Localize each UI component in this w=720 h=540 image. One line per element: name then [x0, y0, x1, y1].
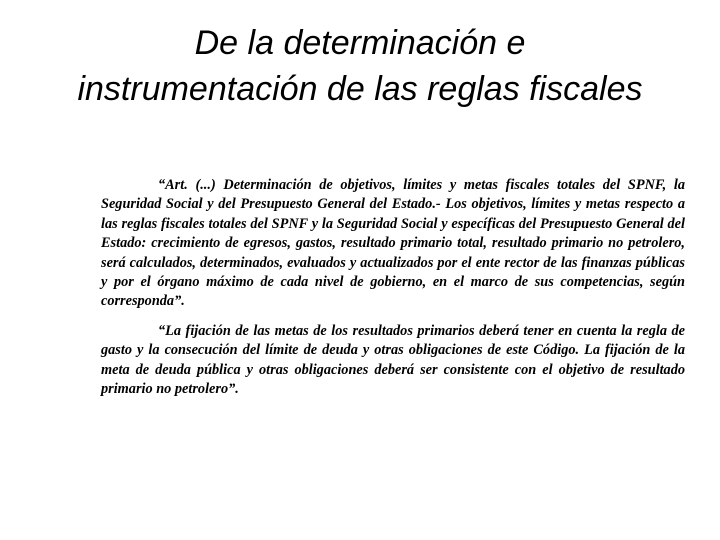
quote-paragraph-article: “Art. (...) Determinación de objetivos, límites y metas fiscales totales del SPNF, la Seguridad Social y del Presupuesto General del Estado.- Los objetivos, límites y metas respecto a las reglas fiscales totales del SPNF y la Seguridad Social y específicas del Presupuesto General del Estado: crecimiento de egresos, gastos, resultado primario total, resultado primario no petrolero, será calculados, determinados, evaluados y actualizados por el ente rector de las finanzas públicas y por el órgano máximo de cada nivel de gobierno, en el marco de sus competencias, según corresponda”.	[101, 177, 685, 310]
slide-title-line-1: De la determinación e	[194, 24, 526, 62]
slide-title	[0, 20, 720, 112]
quoted-articles	[101, 176, 685, 409]
quote-paragraph-targets: “La fijación de las metas de los resultados primarios deberá tener en cuenta la regla de gasto y la consecución del límite de deuda y otras obligaciones de este Código. La fijación de la meta de deuda pública y otras obligaciones deberá ser consistente con el objetivo de resultado primario no petrolero”.	[101, 322, 685, 398]
slide-title-line-2: instrumentación de las reglas fiscales	[77, 70, 643, 108]
